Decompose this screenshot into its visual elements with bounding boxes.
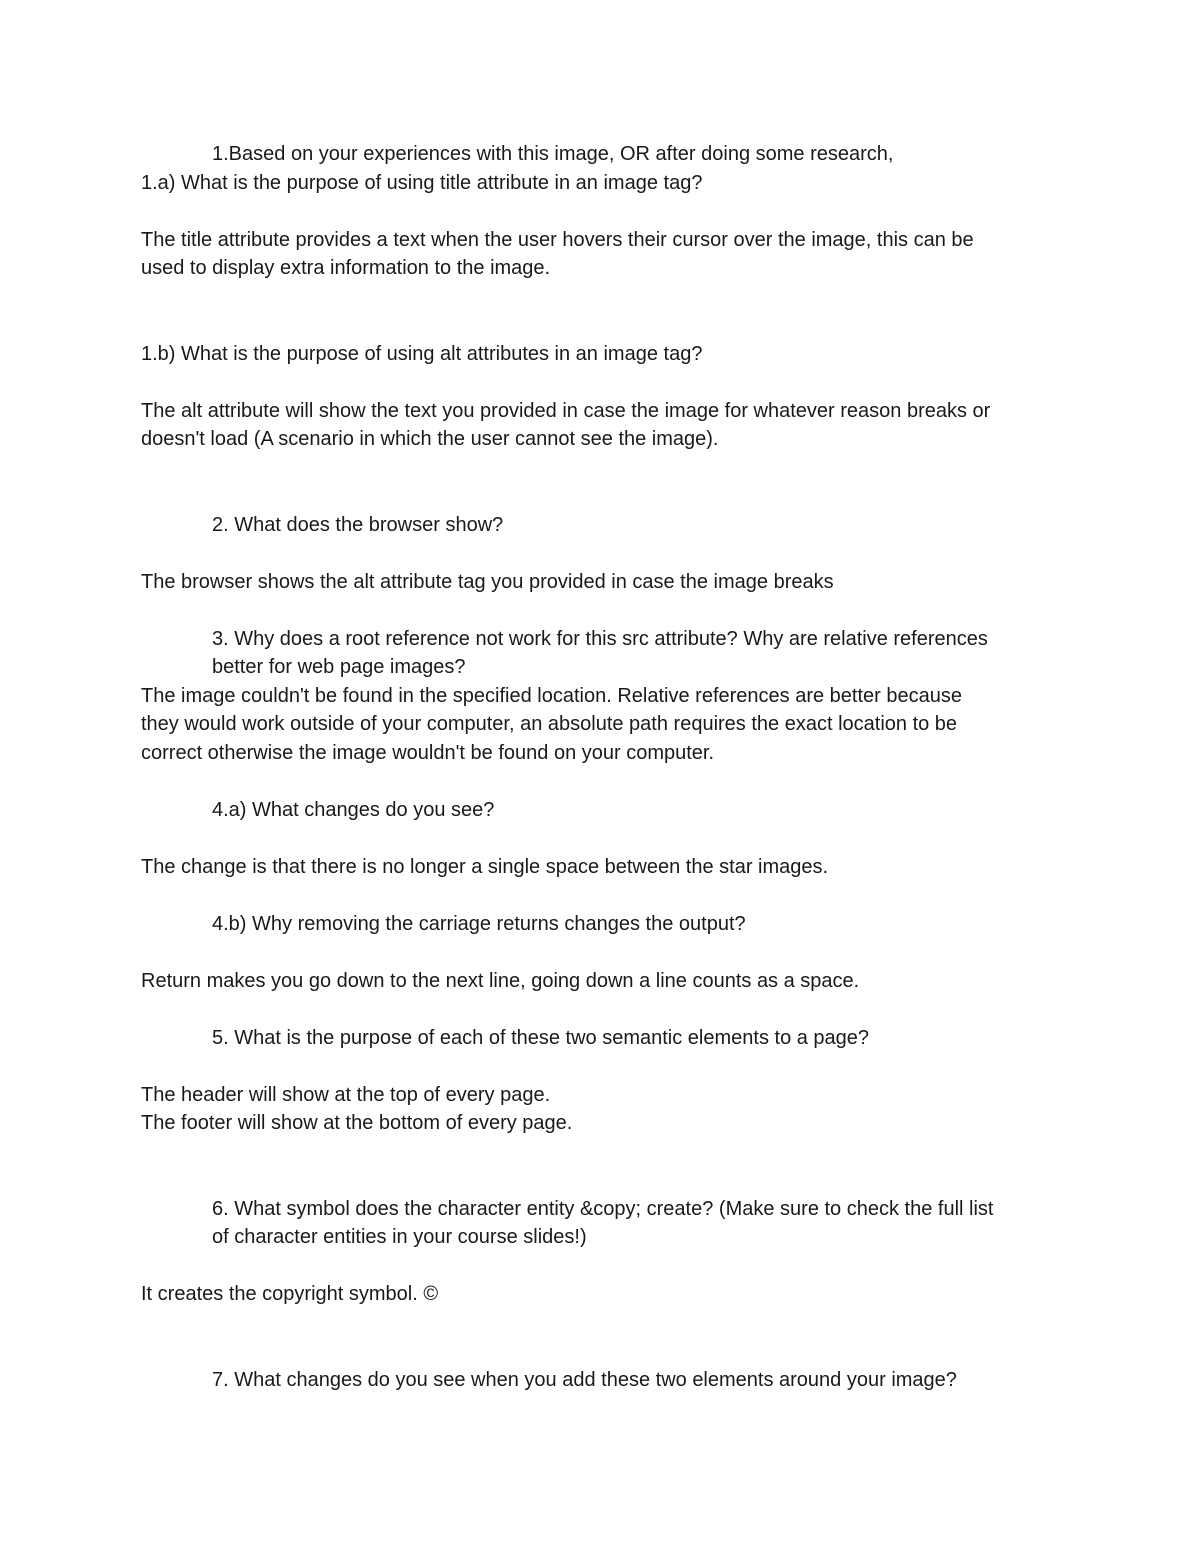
answer-1a-line-2: used to display extra information to the image.	[141, 257, 551, 279]
answer-3-line-1: The image couldn't be found in the specified location. Relative references are better because	[141, 684, 962, 707]
spacer	[141, 1252, 1071, 1281]
answer-1a-line-1: The title attribute provides a text when the user hovers their cursor over the image, this can be	[141, 228, 974, 251]
spacer	[141, 1138, 1071, 1195]
spacer	[141, 1052, 1071, 1081]
question-4b: 4.b) Why removing the carriage returns changes the output?	[212, 912, 746, 935]
question-7: 7. What changes do you see when you add these two elements around your image?	[212, 1368, 957, 1391]
spacer	[141, 539, 1071, 568]
answer-6: It creates the copyright symbol. ©	[141, 1283, 439, 1305]
question-4a: 4.a) What changes do you see?	[212, 798, 495, 821]
question-1b: 1.b) What is the purpose of using alt attributes in an image tag?	[141, 342, 703, 365]
question-6-line-2: of character entities in your course slides!)	[212, 1226, 587, 1248]
spacer	[141, 995, 1071, 1024]
answer-5-line-2: The footer will show at the bottom of every page.	[141, 1112, 573, 1134]
question-2: 2. What does the browser show?	[212, 513, 504, 536]
spacer	[141, 881, 1071, 910]
spacer	[141, 938, 1071, 967]
spacer	[141, 596, 1071, 625]
question-6-line-1: 6. What symbol does the character entity &copy; create? (Make sure to check the full list	[212, 1197, 994, 1220]
document-body	[141, 140, 1071, 1394]
question-3-line-2: better for web page images?	[212, 656, 466, 678]
answer-3-line-3: correct otherwise the image wouldn't be found on your computer.	[141, 741, 715, 764]
answer-3-line-2: they would work outside of your computer, an absolute path requires the exact location to be	[141, 713, 958, 735]
spacer	[141, 454, 1071, 511]
question-5: 5. What is the purpose of each of these two semantic elements to a page?	[212, 1026, 870, 1049]
answer-4b: Return makes you go down to the next line, going down a line counts as a space.	[141, 969, 860, 992]
spacer	[141, 368, 1071, 397]
spacer	[141, 824, 1071, 853]
answer-1b-line-1: The alt attribute will show the text you provided in case the image for whatever reason breaks or	[141, 399, 991, 422]
question-3-line-1: 3. Why does a root reference not work for this src attribute? Why are relative references	[212, 627, 988, 650]
answer-2: The browser shows the alt attribute tag you provided in case the image breaks	[141, 570, 834, 593]
spacer	[141, 197, 1071, 226]
question-1-intro: 1.Based on your experiences with this image, OR after doing some research,	[212, 143, 894, 165]
spacer	[141, 767, 1071, 796]
spacer	[141, 1309, 1071, 1366]
answer-4a: The change is that there is no longer a single space between the star images.	[141, 855, 829, 878]
answer-5-line-1: The header will show at the top of every page.	[141, 1083, 551, 1106]
answer-1b-line-2: doesn't load (A scenario in which the user cannot see the image).	[141, 428, 719, 450]
spacer	[141, 283, 1071, 340]
question-1a: 1.a) What is the purpose of using title attribute in an image tag?	[141, 171, 703, 194]
